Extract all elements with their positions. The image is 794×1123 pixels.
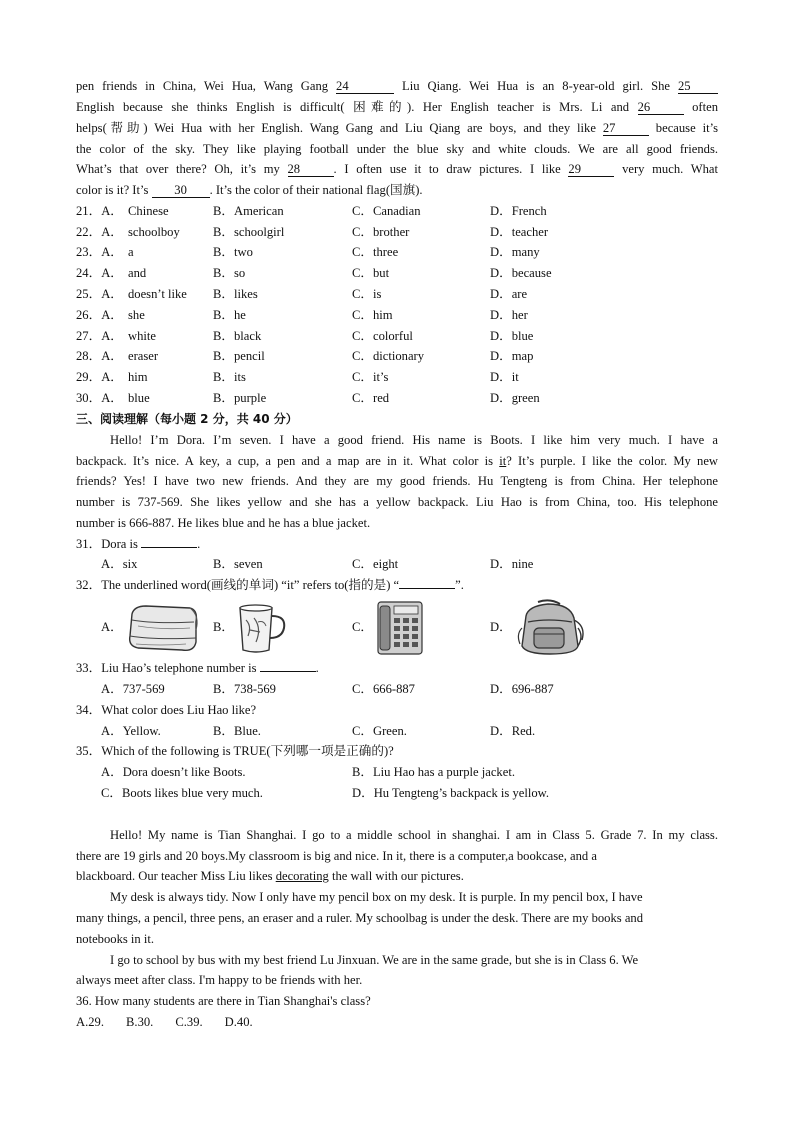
passage-a-line-1: Hello! I’m Dora. I’m seven. I have a good friend. His name is Boots. I like him very much. I have a: [110, 433, 718, 447]
question-23: 23．A． a B．two C．three D．many: [76, 245, 540, 259]
passage-b-line-1: Hello! My name is Tian Shanghai. I go to a middle school in shanghai. I am in Class 5. Grade 7. In my class.: [110, 828, 718, 842]
q32-option-a: A．: [101, 620, 123, 634]
q33-option-a: A．737-569: [101, 682, 165, 696]
question-22: 22．A． schoolboy B．schoolgirl C．brother D．teacher: [76, 225, 549, 239]
passage-b-line-5: many things, a pencil, three pens, an eraser and a ruler. My schoolbag is under the desk. There are my books and: [76, 911, 644, 925]
question-36-stem: 36. How many students are there in Tian Shanghai's class?: [76, 994, 371, 1008]
question-21: 21．A． Chinese B．American C．Canadian D．French: [76, 204, 547, 218]
passage-a-line-5: number is 666-887. He likes blue and he has a blue jacket.: [76, 516, 371, 530]
blank-27: 27: [603, 121, 649, 136]
q32-option-d: D．: [490, 620, 512, 634]
question-27: 27．A． white B．black C．colorful D．blue: [76, 329, 534, 343]
blank-33: [260, 671, 316, 672]
cloze-line-3: helps(帮助) Wei Hua with her English. Wang Gang and Liu Qiang are boys, and they like 27 because it’s: [76, 121, 718, 135]
question-30: 30．A． blue B．purple C．red D．green: [76, 391, 540, 405]
section-3-title: 三、阅读理解（每小题 2 分，共 40 分）: [76, 412, 298, 426]
passage-a-line-3: friends? Yes! I have two new friends. And they are my good friends. Hu Tengteng is from China. Her telephone: [76, 474, 718, 488]
question-24: 24．A． and B．so C．but D．because: [76, 266, 552, 280]
backpack-icon: [512, 598, 588, 658]
towel-icon: [124, 600, 204, 656]
q35-option-a: A．Dora doesn’t like Boots.: [101, 765, 246, 779]
blank-30: 30: [152, 183, 210, 198]
passage-a-line-4: number is 737-569. She likes yellow and she has a yellow backpack. Liu Hao is from China, too. His telephone: [76, 495, 718, 509]
cloze-line-4: the color of the sky. They like playing football under the blue sky and white clouds. We are all good friends.: [76, 142, 718, 156]
blank-29: 29: [568, 162, 614, 177]
q31-option-c: C．eight: [352, 557, 399, 571]
question-29: 29．A． him B．its C．it’s D．it: [76, 370, 519, 384]
q33-option-c: C．666-887: [352, 682, 415, 696]
underlined-decorating: decorating: [275, 869, 329, 883]
question-31-stem: 31．Dora is .: [76, 537, 201, 551]
telephone-icon: [376, 600, 424, 656]
q34-option-d: D．Red.: [490, 724, 536, 738]
q35-option-d: D．Hu Tengteng’s backpack is yellow.: [352, 786, 550, 800]
blank-28: 28: [288, 162, 334, 177]
q31-option-b: B．seven: [213, 557, 263, 571]
q34-option-b: B．Blue.: [213, 724, 261, 738]
cloze-line-2: English because she thinks English is difficult( 困难的). Her English teacher is Mrs. Li and 26 often: [76, 100, 718, 114]
passage-b-line-2: there are 19 girls and 20 boys.My classroom is big and nice. In it, there is a computer,a bookcase, and a: [76, 849, 597, 863]
q32-option-b: B．: [213, 620, 234, 634]
question-32-stem: 32．The underlined word(画线的单词) “it” refers to(指的是) “ ”.: [76, 578, 464, 592]
question-26: 26．A． she B．he C．him D．her: [76, 308, 528, 322]
cup-icon: [232, 602, 290, 656]
passage-b-line-3: blackboard. Our teacher Miss Liu likes decorating the wall with our pictures.: [76, 869, 464, 883]
passage-b-line-7: I go to school by bus with my best friend Lu Jinxuan. We are in the same grade, but she is in Class 6. We: [110, 953, 639, 967]
q32-option-c: C．: [352, 620, 373, 634]
blank-32: [399, 588, 455, 589]
cloze-line-5: What’s that over there? Oh, it’s my 28 . I often use it to draw pictures. I like 29 very much. What: [76, 162, 718, 176]
question-34-stem: 34．What color does Liu Hao like?: [76, 703, 257, 717]
q31-option-d: D．nine: [490, 557, 534, 571]
blank-31: [141, 547, 197, 548]
q35-option-b: B．Liu Hao has a purple jacket.: [352, 765, 515, 779]
cloze-line-6: color is it? It’s 30 . It’s the color of their national flag(国旗).: [76, 183, 423, 197]
passage-b-line-4: My desk is always tidy. Now I only have my pencil box on my desk. It is purple. In my pencil box, I have: [110, 890, 643, 904]
blank-26: 26: [638, 100, 684, 115]
blank-24: 24: [336, 79, 394, 94]
q31-option-a: A．six: [101, 557, 138, 571]
question-25: 25．A． doesn’t like B．likes C．is D．are: [76, 287, 528, 301]
question-33-stem: 33．Liu Hao’s telephone number is .: [76, 661, 319, 675]
underlined-it: it: [499, 454, 507, 468]
question-35-stem: 35．Which of the following is TRUE(下列哪一项是正确的)?: [76, 744, 394, 758]
q35-option-c: C．Boots likes blue very much.: [101, 786, 263, 800]
question-28: 28．A． eraser B．pencil C．dictionary D．map: [76, 349, 534, 363]
passage-b-line-8: always meet after class. I'm happy to be friends with her.: [76, 973, 363, 987]
blank-25: 25: [678, 79, 718, 94]
cloze-line-1: pen friends in China, Wei Hua, Wang Gang 24 Liu Qiang. Wei Hua is an 8-year-old girl. She 25: [76, 76, 718, 97]
passage-a-line-2: backpack. It’s nice. A key, a cup, a pen and a map are in it. What color is it? It’s purple. I like the color. My new: [76, 454, 718, 468]
passage-b-line-6: notebooks in it.: [76, 932, 155, 946]
q36-options: A.29. B.30. C.39. D.40.: [76, 1015, 253, 1029]
q34-option-c: C．Green.: [352, 724, 407, 738]
q33-option-b: B．738-569: [213, 682, 276, 696]
q33-option-d: D．696-887: [490, 682, 554, 696]
q34-option-a: A．Yellow.: [101, 724, 161, 738]
